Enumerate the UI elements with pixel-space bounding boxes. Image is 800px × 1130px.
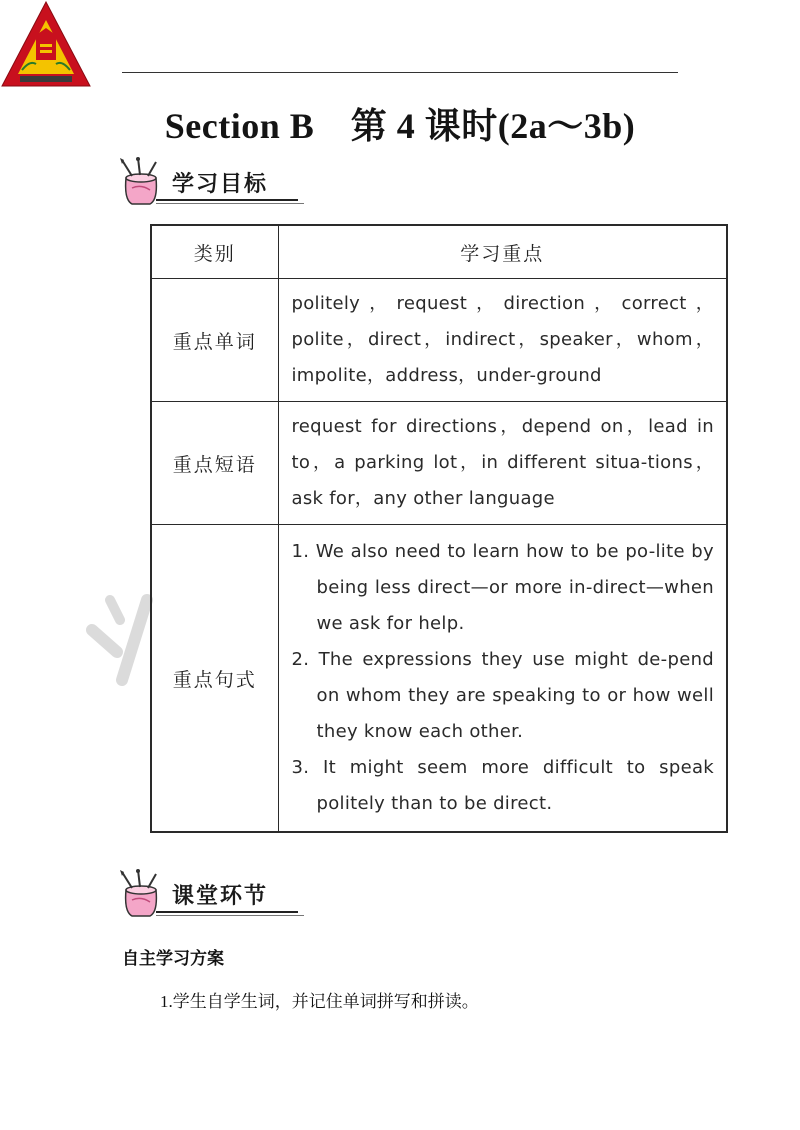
row-content [278,525,727,833]
subheading: 自主学习方案 [122,949,224,969]
key-sentence: 3. It might seem more difficult to speak politely than to be direct. [291,757,714,814]
key-sentence: 2. The expressions they use might de-pend on whom they are speaking to or how well they know each other. [291,649,714,742]
row-category: 重点短语 [151,402,278,525]
section-header-goals [116,156,306,208]
header-focus: 学习重点 [278,225,727,279]
row-category: 重点单词 [151,279,278,402]
section-underline-thin [156,203,304,204]
table-header-row [151,225,727,279]
header-rule [122,72,678,73]
list-item: 1.学生自学生词，并记住单词拼写和拼读。 [160,992,479,1011]
section-underline [156,199,298,201]
table-row [151,279,727,402]
section-underline [156,911,298,913]
section-underline-thin [156,915,304,916]
row-content: politely，request，direction，correct，polite，direct，indirect，speaker，whom，impolite，address，under-ground [278,279,727,402]
header-category: 类别 [151,225,278,279]
page-title: Section B 第 4 课时(2a～3b) [164,106,636,146]
learning-goals-table [150,224,728,833]
section-label: 课堂环节 [172,884,269,909]
key-sentence: 1. We also need to learn how to be po-lite by being less direct—or more in-direct—when we ask for help. [291,541,714,634]
section-label: 学习目标 [172,172,269,197]
publisher-logo [0,0,92,90]
section-header-classroom [116,868,306,920]
table-row [151,525,727,833]
row-content: request for directions，depend on，lead in to，a parking lot，in different situa-tions，ask for，any other language [278,402,727,525]
table-row [151,402,727,525]
row-category: 重点句式 [151,525,278,833]
